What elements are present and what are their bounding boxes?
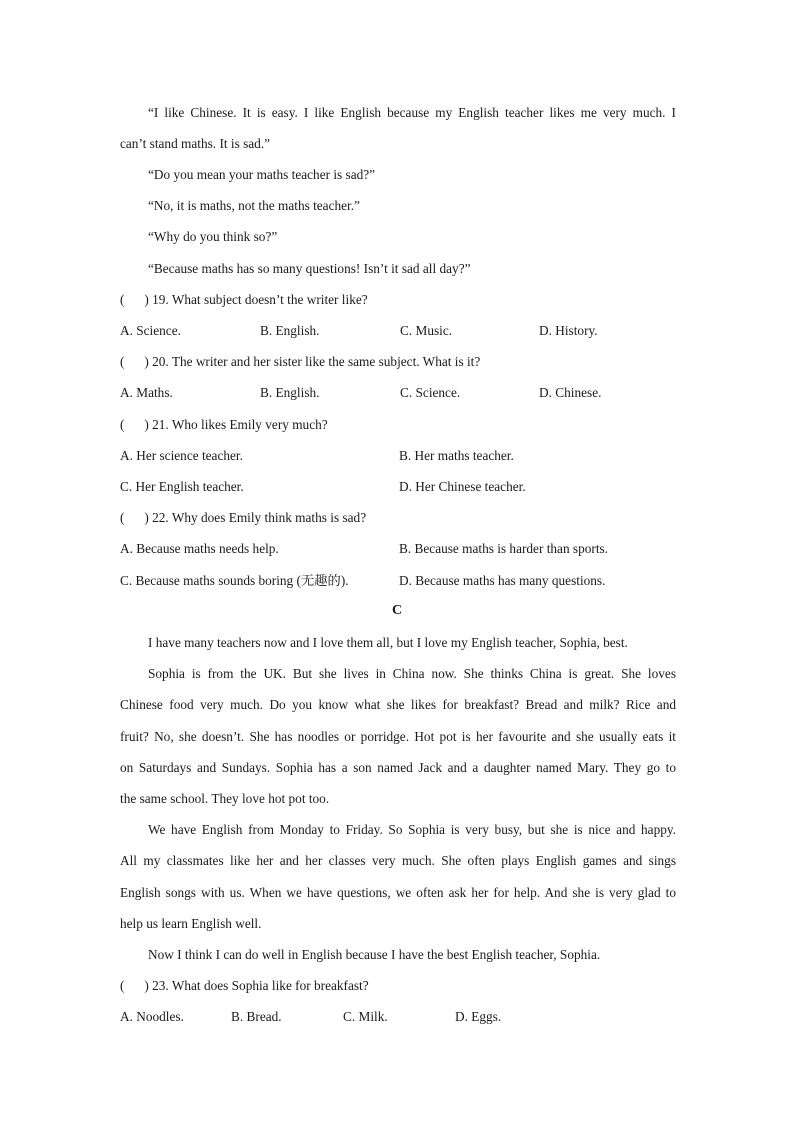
question-21-option-b: B. Her maths teacher.	[399, 448, 514, 463]
question-22-option-b: B. Because maths is harder than sports.	[399, 541, 609, 556]
question-20-option-a: A. Maths.	[120, 385, 173, 400]
question-22-option-a: A. Because maths needs help.	[120, 541, 279, 556]
passage-c-line-9: English songs with us. When we have questions, we often ask her for help. And she is very glad to	[120, 885, 676, 900]
passage-b-line-4: “No, it is maths, not the maths teacher.”	[148, 198, 360, 213]
passage-c-line-11: Now I think I can do well in English because I have the best English teacher, Sophia.	[148, 947, 601, 962]
question-20-option-b: B. English.	[260, 385, 320, 400]
passage-b-line-6: “Because maths has so many questions! Isn’t it sad all day?”	[148, 261, 471, 276]
question-23-option-b: B. Bread.	[231, 1009, 282, 1024]
passage-c-line-3: Chinese food very much. Do you know what she likes for breakfast? Bread and milk? Rice and	[120, 697, 676, 712]
question-19-option-a: A. Science.	[120, 323, 181, 338]
question-22-option-d: D. Because maths has many questions.	[399, 573, 606, 588]
question-22-stem: ( ) 22. Why does Emily think maths is sad?	[120, 510, 367, 525]
question-22-option-c: C. Because maths sounds boring (无趣的).	[120, 573, 349, 588]
passage-c-line-5: on Saturdays and Sundays. Sophia has a son named Jack and a daughter named Mary. They go to	[120, 760, 676, 775]
passage-b-line-3: “Do you mean your maths teacher is sad?”	[148, 167, 376, 182]
question-21-stem: ( ) 21. Who likes Emily very much?	[120, 417, 328, 432]
passage-b-line-5: “Why do you think so?”	[148, 229, 278, 244]
question-19-option-c: C. Music.	[400, 323, 453, 338]
question-20-option-c: C. Science.	[400, 385, 461, 400]
question-23-stem: ( ) 23. What does Sophia like for breakfast?	[120, 978, 369, 993]
question-21-option-a: A. Her science teacher.	[120, 448, 243, 463]
passage-c-line-6: the same school. They love hot pot too.	[120, 791, 330, 806]
question-23-option-d: D. Eggs.	[455, 1009, 502, 1024]
passage-b-line-2: can’t stand maths. It is sad.”	[120, 136, 271, 151]
passage-c-line-4: fruit? No, she doesn’t. She has noodles or porridge. Hot pot is her favourite and she usually eats it	[120, 729, 676, 744]
passage-c-line-7: We have English from Monday to Friday. So Sophia is very busy, but she is nice and happy.	[148, 822, 676, 837]
question-23-option-c: C. Milk.	[343, 1009, 388, 1024]
section-heading-c: C	[391, 603, 403, 618]
question-20-stem: ( ) 20. The writer and her sister like the same subject. What is it?	[120, 354, 481, 369]
question-19-stem: ( ) 19. What subject doesn’t the writer like?	[120, 292, 368, 307]
passage-b-line-1: “I like Chinese. It is easy. I like English because my English teacher likes me very much. I	[148, 105, 676, 120]
question-19-option-d: D. History.	[539, 323, 598, 338]
question-21-option-c: C. Her English teacher.	[120, 479, 244, 494]
question-21-option-d: D. Her Chinese teacher.	[399, 479, 526, 494]
passage-c-line-8: All my classmates like her and her classes very much. She often plays English games and sings	[120, 853, 676, 868]
passage-c-line-2: Sophia is from the UK. But she lives in China now. She thinks China is great. She loves	[148, 666, 676, 681]
question-20-option-d: D. Chinese.	[539, 385, 602, 400]
question-19-option-b: B. English.	[260, 323, 320, 338]
passage-c-line-1: I have many teachers now and I love them all, but I love my English teacher, Sophia, best.	[148, 635, 628, 650]
question-23-option-a: A. Noodles.	[120, 1009, 184, 1024]
passage-c-line-10: help us learn English well.	[120, 916, 262, 931]
